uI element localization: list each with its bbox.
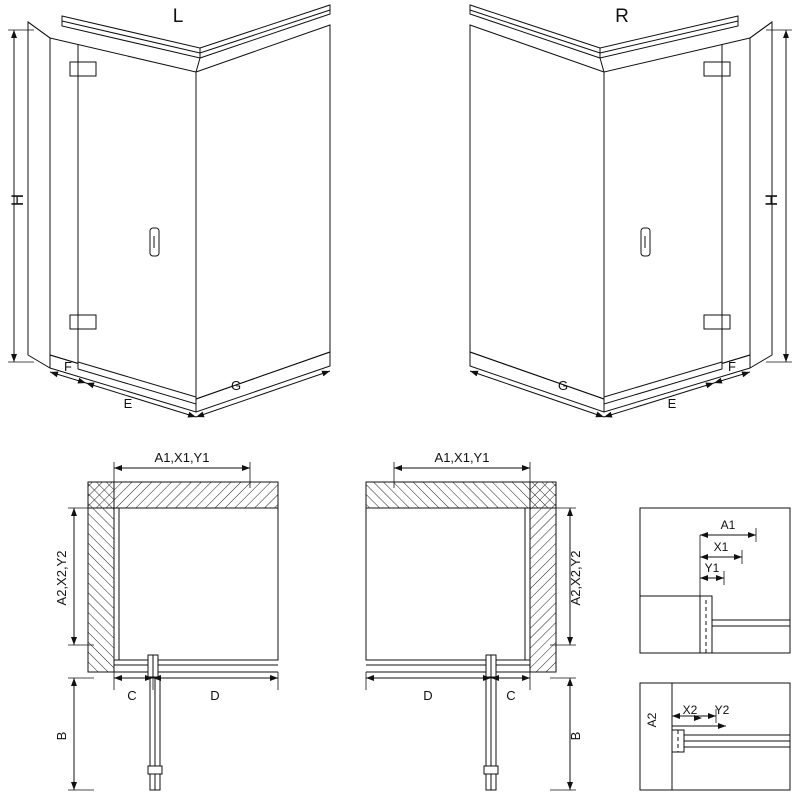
iso-right-f-label: F [728,359,736,374]
iso-left-f-label: F [64,359,72,374]
iso-view-left [8,5,330,417]
detail-bottom-x2-label: X2 [682,703,698,717]
plan-right-dim-d-label: D [423,688,433,703]
iso-left-height-label: H [8,193,27,207]
detail-bottom-a2-label: A2 [645,712,659,728]
plan-view-left [54,450,278,790]
plan-right-dim-b-label: B [568,731,583,741]
iso-right-g-label: G [557,378,569,393]
iso-view-right [470,5,792,417]
detail-bottom [640,683,790,790]
iso-right-variant-label: R [615,6,629,27]
plan-right-side-dim-label: A2,X2,Y2 [568,550,583,606]
iso-right-e-label: E [667,396,677,411]
plan-left-side-dim-label: A2,X2,Y2 [54,550,69,606]
plan-left-dim-c-label: C [127,688,137,703]
plan-right-top-dim-label: A1,X1,Y1 [434,450,490,465]
plan-left-dim-d-label: D [210,688,220,703]
iso-left-g-label: G [230,378,242,393]
detail-top-y1-label: Y1 [704,561,720,575]
plan-view-right [366,450,583,790]
plan-right-dim-c-label: C [506,688,516,703]
iso-left-variant-label: L [172,6,184,27]
iso-right-height-label: H [762,193,781,207]
plan-left-top-dim-label: A1,X1,Y1 [154,450,210,465]
plan-left-dim-b-label: B [54,731,69,741]
iso-left-e-label: E [123,396,133,411]
detail-top [640,508,790,653]
detail-bottom-y2-label: Y2 [714,703,730,717]
detail-top-x1-label: X1 [713,540,729,554]
detail-top-a1-label: A1 [720,518,736,532]
